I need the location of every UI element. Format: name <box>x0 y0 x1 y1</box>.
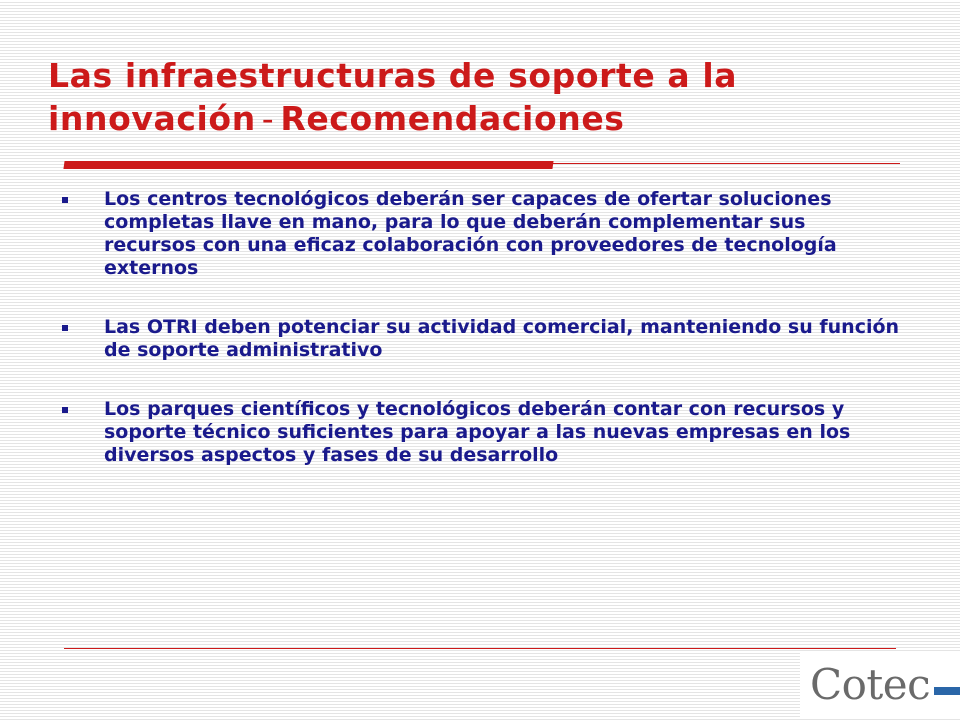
bullet-text: Las OTRI deben potenciar su actividad comercial, manteniendo su función de soporte administrativo <box>104 316 900 361</box>
bullet-list <box>62 188 902 503</box>
footer-divider <box>64 648 896 649</box>
title-underline-thin <box>553 163 900 164</box>
bullet-item <box>62 316 902 362</box>
cotec-logo <box>800 651 960 717</box>
title-main: Las infraestructuras de soporte a la innovación <box>48 56 738 138</box>
logo-accent-bar <box>934 687 960 695</box>
square-bullet-icon <box>62 407 68 413</box>
slide-title <box>48 54 908 140</box>
title-separator: - <box>261 99 275 138</box>
logo-text: Cotec <box>810 659 931 709</box>
bullet-item <box>62 398 902 467</box>
square-bullet-icon <box>62 197 68 203</box>
square-bullet-icon <box>62 325 68 331</box>
title-subtitle: Recomendaciones <box>280 99 625 138</box>
title-underline-thick <box>63 161 553 169</box>
bullet-text: Los centros tecnológicos deberán ser capaces de ofertar soluciones completas llave en mano, para lo que deberán complementar sus recursos con una eficaz colaboración con proveedores de tecnología externos <box>104 188 837 279</box>
bullet-item <box>62 188 902 280</box>
bullet-text: Los parques científicos y tecnológicos deberán contar con recursos y soporte técnico suficientes para apoyar a las nuevas empresas en los diversos aspectos y fases de su desarrollo <box>104 398 851 466</box>
